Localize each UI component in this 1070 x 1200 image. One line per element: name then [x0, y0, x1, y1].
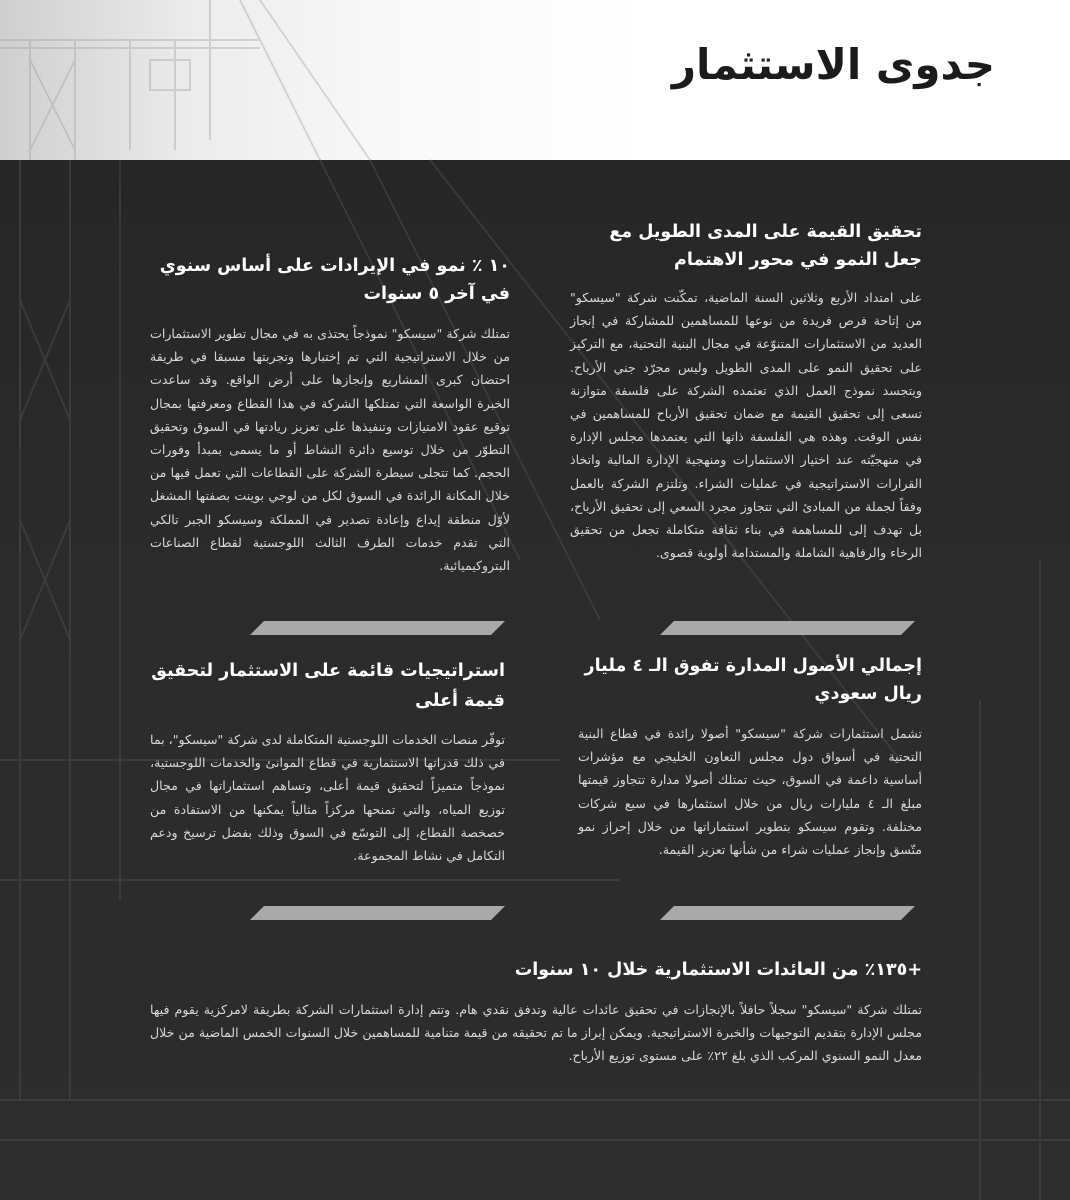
- section-body: توفّر منصات الخدمات اللوجستية المتكاملة لدى شركة "سيسكو"، بما في ذلك قدراتها الاستثمارية في قطاع الموانئ والخدمات اللوجستية، نموذجاً متميزاً لتحقيق قيمة أعلى، وتساهم استثماراتها في مجال توزيع المياه، والتي تمنحها مركزاً مثالياً يمكنها من الاستفادة من خصخصة القطاع، إلى التوسّع في السوق وذلك بفضل ترسيخ ودعم التكامل في نشاط المجموعة.: [150, 732, 505, 864]
- section-heading: ١٠ ٪ نمو في الإيرادات على أساس سنوي في آخر ٥ سنوات: [159, 256, 510, 304]
- section-investment-returns: [150, 956, 922, 1068]
- section-divider: [660, 621, 915, 635]
- section-divider: [250, 906, 505, 920]
- section-divider: [250, 621, 505, 635]
- section-assets-under-management: [578, 652, 922, 861]
- section-body: على امتداد الأربع وثلاثين السنة الماضية، تمكّنت شركة "سيسكو" من إتاحة فرص فريدة من نوعها للمساهمين للمشاركة في إنجاز العديد من الاستثمارات المتنوّعة في مجال البنية التحتية، مع التركيز على تحقيق النمو على المدى الطويل وليس مجرّد جني الأرباح. ويتجسد نموذج العمل الذي تعتمده الشركة على فلسفة متوازنة تسعى إلى تحقيق القيمة مع ضمان تحقيق الأرباح للمساهمين في نفس الوقت. وهذه هي الفلسفة ذاتها التي يعتمدها مجلس الإدارة في منهجيّته عند اختيار الاستثمارات ومنهجية الإدارة المالية واتخاذ القرارات الاستراتيجية في عمليات الشراء. وتلتزم الشركة بالعمل وفقاً لجملة من المبادئ التي تتجاوز مجرد السعي إلى تحقيق الأرباح، بل تهدف إلى للمساهمة في بناء ثقافة متكاملة تجعل من تحقيق الرخاء والرفاهية الشاملة والمستدامة أولوية قصوى.: [570, 290, 922, 561]
- section-heading: إجمالي الأصول المدارة تفوق الـ ٤ مليار ريال سعودي: [584, 656, 922, 704]
- section-long-term-value: [570, 218, 922, 564]
- section-revenue-growth: [150, 252, 510, 577]
- section-heading: +١٣٥٪ من العائدات الاستثمارية خلال ١٠ سنوات: [514, 960, 922, 980]
- section-investment-strategies: [150, 656, 505, 867]
- section-divider: [660, 906, 915, 920]
- page-title: جدوى الاستثمار: [671, 40, 995, 89]
- section-heading: استراتيجيات قائمة على الاستثمار لتحقيق قيمة أعلى: [151, 661, 505, 711]
- section-body: تمتلك شركة "سيسكو" نموذجاً يحتذى به في مجال تطوير الاستثمارات من خلال الاستراتيجية التي تم إختبارها وتجربتها مسبقا في طريقة احتضان كبرى المشاريع وإنجازها على أرض الواقع. وقد ساعدت الخبرة الواسعة التي تمتلكها الشركة في هذا القطاع ومعرفتها بمجال توقيع عقود الامتيازات وتنفيذها على تعزيز ريادتها في السوق وتحقيق التطوّر من خلال توسيع دائرة النشاط أو ما يسمى بمبدأ وفورات الحجم. كما تتجلى سيطرة الشركة على القطاعات التي تعمل فيها من خلال المكانة الرائدة في السوق لكل من لوجي بوينت بصفتها المشغل لأوّل منطقة إيداع وإعادة تصدير في المملكة وسيسكو الجبر تالكي التي تقدم خدمات الطرف الثالث اللوجستية لقطاع الصناعات البتروكيميائية.: [150, 326, 510, 574]
- section-body: تمتلك شركة "سيسكو" سجلاً حافلاً بالإنجازات في تحقيق عائدات عالية وتدفق نقدي هام. وتتم إدارة استثمارات الشركة بطريقة لامركزية يقوم فيها مجلس الإدارة بتقديم التوجيهات والخبرة الاستراتيجية. ويمكن إبراز ما تم تحقيقه من قيمة متنامية للمساهمين خلال السنوات الخمس الماضية من خلال معدل النمو السنوي المركب الذي بلغ ٢٢٪ على مستوى توزيع الأرباح.: [150, 1002, 922, 1064]
- section-body: تشمل استثمارات شركة "سيسكو" أصولا رائدة في قطاع البنية التحتية في أسواق دول مجلس التعاون الخليجي مع مؤشرات أساسية داعمة في السوق، حيث تمتلك أصولا مدارة تتجاوز قيمتها مبلغ الـ ٤ مليارات ريال من خلال استثمارها في سبع شركات مختلفة. وتقوم سيسكو بتطوير استثماراتها من خلال إحراز نمو متّسق وإنجاز عمليات شراء من شأنها تعزيز القيمة.: [578, 726, 922, 858]
- section-heading: تحقيق القيمة على المدى الطويل مع جعل النمو في محور الاهتمام: [609, 222, 922, 270]
